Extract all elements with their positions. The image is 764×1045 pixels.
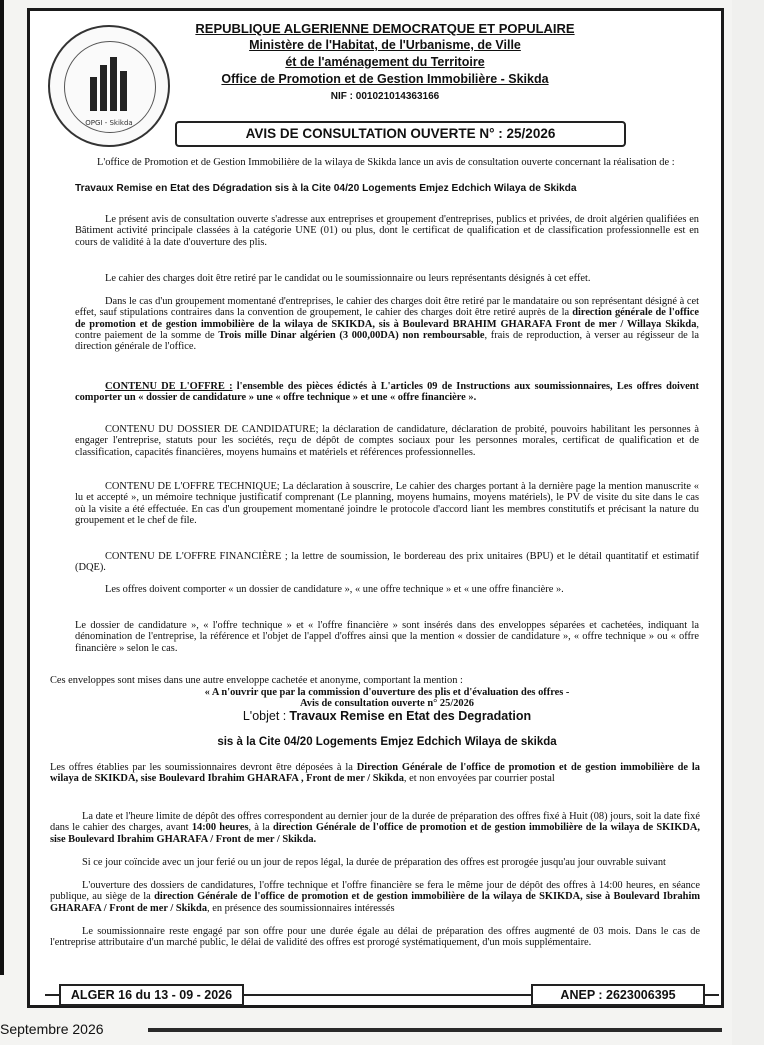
ministry-heading: Ministère de l'Habitat, de l'Urbanisme, de Ville bbox=[249, 38, 521, 52]
publication-date-box: ALGER 16 du 13 - 09 - 2026 bbox=[59, 984, 244, 1006]
contenu-offre-label: CONTENU DE L'OFFRE : bbox=[105, 381, 233, 392]
ministry-heading-cont: ét de l'aménagement du Territoire bbox=[285, 55, 485, 69]
bottom-rule bbox=[148, 1028, 722, 1032]
mention-line-1: « A n'ouvrir que par la commission d'ouverture des plis et d'évaluation des offres - bbox=[204, 687, 570, 698]
building-icon bbox=[120, 71, 127, 111]
anep-reference-box: ANEP : 2623006395 bbox=[531, 984, 705, 1006]
objet-label: L'objet : bbox=[242, 709, 287, 723]
opgi-seal-logo bbox=[48, 25, 170, 147]
opening-address: direction Générale de l'office de promotion et de gestion immobilière de la wilaya de SKIKDA, sise à Boulevard Ibrahim GHARAFA / Front de mer / Skikda bbox=[50, 891, 700, 914]
financiere-text: la lettre de soumission, le bordereau des prix unitaires (BPU) et le détail quantitatif et estimatif (DQE). bbox=[75, 551, 700, 574]
footer-rule-middle bbox=[244, 994, 531, 996]
financiere-paragraph bbox=[75, 551, 699, 574]
page-date-label: Septembre 2026 bbox=[0, 1021, 104, 1037]
objet-value: Travaux Remise en Etat des Degradation bbox=[289, 709, 532, 723]
office-address: direction générale de l'office de promotion et de gestion immobilière de la wilaya de SKIKDA, sis à Boulevard BRAHIM GHARAFA Front de mer / Willaya Skikda bbox=[75, 307, 699, 330]
opening-text: L'ouverture des dossiers de candidatures, l'offre technique et l'offre financière se fera le même jour de dépôt des offres à 14:00 heures, en séance publique, au siège de la bbox=[50, 880, 700, 903]
payment-text: , contre paiement de la somme de bbox=[75, 318, 699, 341]
offres-comporter-paragraph: Les offres doivent comporter « un dossier de candidature », « une offre technique » et « une offre financière ». bbox=[105, 584, 564, 595]
deadline-sep: , à la bbox=[248, 822, 270, 834]
deadline-paragraph bbox=[50, 811, 700, 845]
opening-note: , en présence des soumissionnaires intéressés bbox=[207, 902, 395, 914]
eligibility-paragraph: Le présent avis de consultation ouverte s'adresse aux entreprises et groupement d'entreprises, publics et privées, de droit algérien qualifiées en Bâtiment activité principale classées à la catégorie UNE (01) ou plus, dont le certificat de qualification et de classification professionnelle est en cours de validité à la date d'ouverture des plis. bbox=[75, 214, 699, 248]
anonymous-envelope-note: Ces enveloppes sont mises dans une autre enveloppe cachetée et anonyme, comportant la mention : bbox=[50, 675, 463, 686]
deadline-text: La date et l'heure limite de dépôt des offres correspondent au dernier jour de la durée de préparation des offres fixé à Huit (08) jours, soit la date fixé dans le cahier des charges, avant bbox=[50, 811, 700, 834]
objet-location: sis à la Cite 04/20 Logements Emjez Edchich Wilaya de skikda bbox=[217, 736, 557, 748]
page-margin bbox=[732, 0, 764, 1045]
seal-caption: OPGI - Skikda bbox=[85, 119, 133, 127]
dossier-paragraph bbox=[75, 424, 699, 458]
holiday-paragraph: Si ce jour coïncide avec un jour ferié ou un jour de repos légal, la durée de préparation des offres est prorogée jusqu'au jour ouvrable suivant bbox=[82, 857, 666, 868]
page-edge bbox=[0, 0, 4, 975]
objet-line bbox=[75, 709, 699, 723]
opening-paragraph bbox=[50, 880, 700, 914]
contenu-offre-paragraph bbox=[75, 381, 699, 404]
footer-rule-left bbox=[45, 994, 59, 996]
fee-amount: Trois mille Dinar algérien (3 000,00DA) non remboursable bbox=[218, 329, 485, 341]
building-icon bbox=[100, 65, 107, 111]
project-title: Travaux Remise en Etat des Dégradation sis à la Cite 04/20 Logements Emjez Edchich Wilaya de Skikda bbox=[75, 183, 577, 194]
republic-heading: REPUBLIQUE ALGERIENNE DEMOCRATQUE ET POPULAIRE bbox=[195, 21, 575, 36]
building-icon bbox=[110, 57, 117, 111]
dossier-label: CONTENU DU DOSSIER DE CANDIDATURE; bbox=[105, 424, 319, 435]
depot-location: , sise Boulevard Ibrahim GHARAFA , Front de mer / Skikda bbox=[135, 773, 404, 785]
fee-note: , frais de reproduction, à verser au régisseur de la direction générale de l'office. bbox=[75, 329, 699, 353]
mention-line-2: Avis de consultation ouverte n° 25/2026 bbox=[300, 698, 474, 709]
retrieval-paragraph: Le cahier des charges doit être retiré par le candidat ou le soumissionnaire ou leurs représentants désignés à cet effet. bbox=[105, 273, 591, 284]
contenu-offre-text: l'ensemble des pièces édictés à L'articles 09 de Instructions aux soumissionnaires, Les offres doivent comporter un « dossier de candidature » une « offre technique » et une « offre financière ». bbox=[75, 381, 699, 404]
technique-label: CONTENU DE L'OFFRE TECHNIQUE; bbox=[105, 481, 280, 492]
building-icon bbox=[90, 77, 97, 111]
office-heading: Office de Promotion et de Gestion Immobilière - Skikda bbox=[221, 72, 549, 86]
depot-address: Direction Générale de l'office de promotion et de gestion immobilière de la wilaya de SKIKDA bbox=[50, 762, 700, 785]
dossier-text: la déclaration de candidature, déclaration de probité, pouvoirs habilitant les personnes à engager l'entreprise, statuts pour les sociétés, reçu de dépôt de comptes sociaux pour les personnes morales, certificat de qualification et de classification, capacités financières, moyens humains et matériels et références professionnelles. bbox=[75, 424, 699, 458]
nif-number: NIF : 001021014363166 bbox=[330, 91, 440, 102]
financiere-label: CONTENU DE L'OFFRE FINANCIÈRE ; bbox=[105, 551, 288, 562]
depot-text: Les offres établies par les soumissionnaires devront être déposées à la bbox=[50, 762, 353, 773]
deadline-address: direction Générale de l'office de promotion et de gestion immobilière de la wilaya de SKIKDA, sise Boulevard Ibrahim GHARAFA / Front de mer / Skikda. bbox=[50, 822, 700, 845]
intro-paragraph: L'office de Promotion et de Gestion Immobilière de la wilaya de Skikda lance un avis de consultation ouverte concernant la réalisation de : bbox=[97, 157, 675, 168]
technique-paragraph bbox=[75, 481, 699, 526]
notice-title: AVIS DE CONSULTATION OUVERTE N° : 25/2026 bbox=[175, 121, 626, 147]
groupement-paragraph bbox=[75, 296, 699, 352]
validity-paragraph: Le soumissionnaire reste engagé par son offre pour une durée égale au délai de préparation des offres augmenté de 03 mois. Dans le cas de l'entreprise attributaire d'un marché public, le délai de validité des offres est prorogé systématiquement, d'un mois supplémentaire. bbox=[50, 926, 700, 949]
technique-text: La déclaration à souscrire, Le cahier des charges portant à la dernière page la mention manuscrite « lu et accepté », un mémoire technique justificatif comprenant (Le planning, moyens humains, moyens matériels), le PV de visite du site dans le cas où la visite a été effectuée. En cas d'un groupement momentané joindre le protocole d'accord liant les membres constitutifs et précisant la nature du groupement et le chef de file. bbox=[75, 481, 699, 526]
footer-rule-right bbox=[705, 994, 719, 996]
deadline-hour: 14:00 heures bbox=[191, 822, 249, 834]
depot-note: , et non envoyées par courrier postal bbox=[403, 773, 555, 785]
groupement-text: Dans le cas d'un groupement momentané d'entreprises, le cahier des charges doit être retiré par le mandataire ou son représentant désigné à cet effet, sauf stipulations contraires dans la convention de groupement, le cahier des charges doit être retiré auprès de la bbox=[75, 296, 699, 319]
depot-paragraph bbox=[50, 762, 700, 785]
enveloppes-paragraph: Le dossier de candidature », « l'offre technique » et « l'offre financière » sont insérés dans des enveloppes séparées et cachetées, indiquant la dénomination de l'entreprise, la référence et l'objet de l'appel d'offres ainsi que la mention « dossier de candidature », « offre technique » ou « offre financière » selon le cas. bbox=[75, 620, 699, 654]
